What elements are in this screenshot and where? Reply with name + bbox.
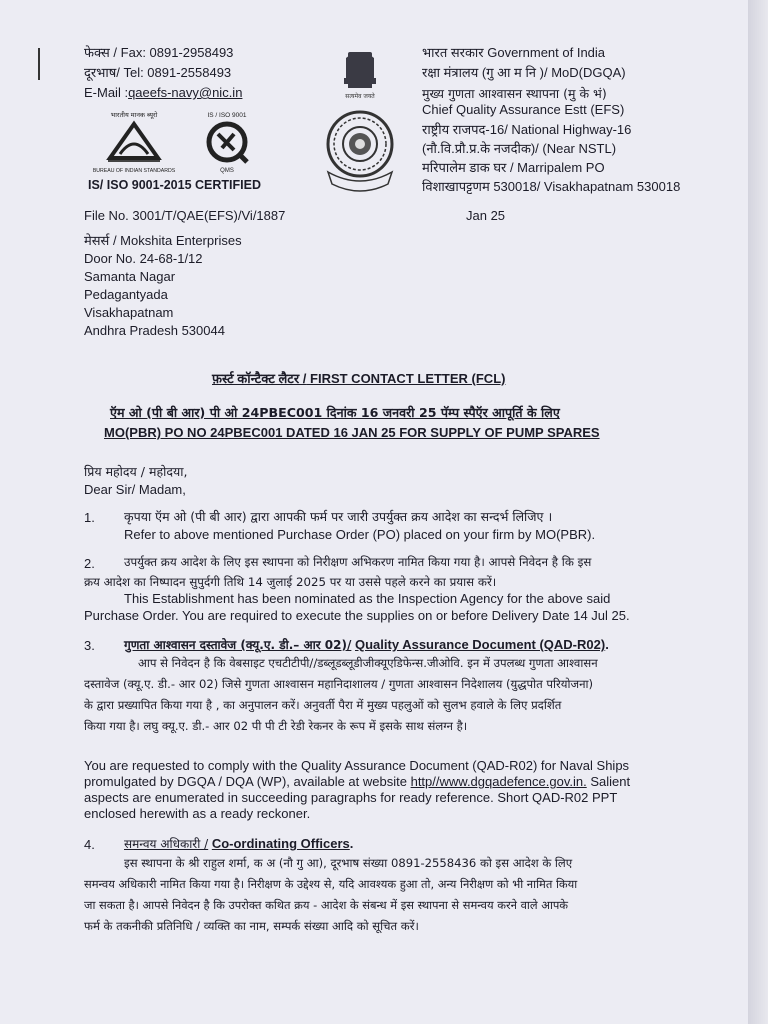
para4-heading-hindi: समन्वय अधिकारी / [124,837,209,851]
para4-heading-english: Co-ordinating Officers [211,836,350,851]
para3-heading-hindi: गुणता आश्वासन दस्तावेज (क्यू.ए. डी.– आर 02)/ [124,638,352,652]
para-number: 1. [84,510,95,525]
para3-english-text: Salient [586,774,631,789]
header-estt-hindi: मुख्य गुणता आश्वासन स्थापना (मु के भं) [422,86,607,101]
header-near: (नौ.वि.प्रौ.प्र.के नजदीक)/ (Near NSTL) [422,141,617,156]
svg-text:BUREAU OF INDIAN STANDARDS: BUREAU OF INDIAN STANDARDS [92,168,176,174]
qms-logo [192,110,262,174]
svg-text:भारतीय मानक ब्यूरो: भारतीय मानक ब्यूरो [110,111,158,119]
header-po: मरिपालेम डाक घर / Marripalem PO [422,160,605,175]
iso-certified-line: IS/ ISO 9001-2015 CERTIFIED [88,178,261,192]
addressee-line: Andhra Pradesh 530044 [84,323,225,338]
para4-hindi-line: समन्वय अधिकारी नामित किया गया है। निरीक्षण के उद्देश्य से, यदि आवश्यक हुआ तो, अन्य निरीक्षण को भी नामित किया [84,877,578,891]
header-highway: राष्ट्रीय राजपद-16/ National Highway-16 [422,122,632,137]
email-link[interactable]: qaeefs-navy@nic.in [128,85,243,100]
para-number: 2. [84,556,95,571]
header-govt: भारत सरकार Government of India [422,45,606,60]
subject-title-hindi: फ़र्स्ट कॉन्टैक्ट लैटर / [212,371,307,386]
para3-english-line: You are requested to comply with the Quality Assurance Document (QAD-R02) for Naval Ships [84,758,630,773]
para2-hindi-line: उपर्युक्त क्रय आदेश के लिए इस स्थापना को निरीक्षण अभिकरण नामित किया गया है। आपसे निवेदन है कि इस [124,555,592,569]
para4-hindi-line: फर्म के तकनीकी प्रतिनिधि / व्यक्ति का नाम, सम्पर्क संख्या आदि को सूचित करें। [84,919,419,933]
para3-heading-end: . [605,637,609,652]
national-emblem-icon [318,44,402,194]
para2-hindi-line: क्रय आदेश का निष्पादन सुपुर्दगी तिथि 14 जुलाई 2025 पर या उससे पहले करने का प्रयास करें। [84,575,497,589]
para3-hindi-line: दस्तावेज (क्यू.ए. डी.- आर 02) जिसे गुणता आश्वासन महानिदाशालय / गुणता आश्वासन निदेशालय (युद्धपोत परियोजना) [84,677,594,691]
margin-mark [38,48,40,80]
para-number: 3. [84,638,95,653]
addressee-line: मेसर्स / Mokshita Enterprises [84,233,242,248]
para2-english-line: Purchase Order. You are required to execute the supplies on or before Delivery Date 14 Jul 25. [84,608,630,623]
salutation-hindi: प्रिय महोदय / महोदया, [84,464,188,479]
header-city: विशाखापट्टणम 530018/ Visakhapatnam 530018 [422,179,681,194]
para3-english-line: aspects are enumerated in succeeding paragraphs for ready reference. Short QAD-R02 PPT [84,790,618,805]
scan-edge [748,0,768,1024]
salutation-english: Dear Sir/ Madam, [84,482,186,497]
para3-hindi-line: आप से निवेदन है कि वेबसाइट एचटीटीपी//डब्लूडब्लूडीजीक्यूएडिफेन्स.जीओवि. इन में उपलब्ध गुणता आश्वासन [138,656,598,670]
fax-line: फेक्स / Fax: 0891-2958493 [84,45,234,60]
addressee-line: Door No. 24-68-1/12 [84,251,203,266]
para3-english-line [84,773,630,790]
subject-title-english: FIRST CONTACT LETTER (FCL) [310,371,506,386]
header-mod: रक्षा मंत्रालय (गु आ म नि )/ MoD(DGQA) [422,65,626,80]
para2-english-line: This Establishment has been nominated as the Inspection Agency for the above said [124,591,611,606]
addressee-line: Visakhapatnam [84,305,174,320]
para1-english: Refer to above mentioned Purchase Order (PO) placed on your firm by MO(PBR). [124,527,596,542]
para3-heading [124,636,609,654]
para4-heading-end: . [349,836,354,851]
para4-heading [124,835,353,853]
addressee-line: Samanta Nagar [84,269,176,284]
header-estt: Chief Quality Assurance Estt (EFS) [422,102,625,117]
para3-hindi-line: किया गया है। लघु क्यू.ए. डी.- आर 02 पी पी टी रेडी रेकनर के रूप में इसके साथ संलग्न है। [84,719,468,733]
file-number: File No. 3001/T/QAE(EFS)/Vi/1887 [84,208,286,223]
tel-line: दूरभाष/ Tel: 0891-2558493 [84,65,232,80]
letter-date: Jan 25 [466,208,506,223]
para4-hindi-line: इस स्थापना के श्री राहुल शर्मा, क अ (नौ गु आ), दूरभाष संख्या 0891-2558436 को इस आदेश के लिए [124,856,573,870]
para3-hindi-line: के द्वारा प्रख्यापित किया गया है , का अनुपालन करें। अनुवर्ती पैरा में मुख्य पहलुओं को सुलभ हवाले के लिए प्रदर्शित [84,698,562,712]
subject-title [212,370,505,387]
subject-ref-hindi: ऍम ओ (पी बी आर) पी ओ 24PBEC001 दिनांक 16 जनवरी 25 पॅम्प स्पैऍर आपूर्ति के लिए [110,405,560,420]
para3-english-text: promulgated by DGQA / DQA (WP), available at website [84,774,411,789]
email-label: E-Mail : [84,85,129,100]
subject-ref-english: MO(PBR) PO NO 24PBEC001 DATED 16 JAN 25 FOR SUPPLY OF PUMP SPARES [104,425,600,440]
svg-text:IS / ISO 9001: IS / ISO 9001 [207,112,247,119]
website-link[interactable]: http//www.dgqadefence.gov.in. [410,774,587,789]
para1-hindi: कृपया ऍम ओ (पी बी आर) द्वारा आपकी फर्म पर जारी उपर्युक्त क्रय आदेश का सन्दर्भ लिजिए । [124,509,553,524]
para4-hindi-line: जा सकता है। आपसे निवेदन है कि उपरोक्त कथित क्रय - आदेश के संबन्ध में इस स्थापना से समन्वय करने वाले आपके [84,898,569,912]
para-number: 4. [84,837,95,852]
email-line [84,84,242,101]
svg-text:QMS: QMS [220,168,234,174]
para3-heading-english: Quality Assurance Document (QAD-R02) [355,637,606,652]
para3-english-line: enclosed herewith as a ready reckoner. [84,806,311,821]
svg-text:सत्यमेव जयते: सत्यमेव जयते [345,93,375,100]
bis-logo [88,110,180,174]
addressee-line: Pedagantyada [84,287,168,302]
